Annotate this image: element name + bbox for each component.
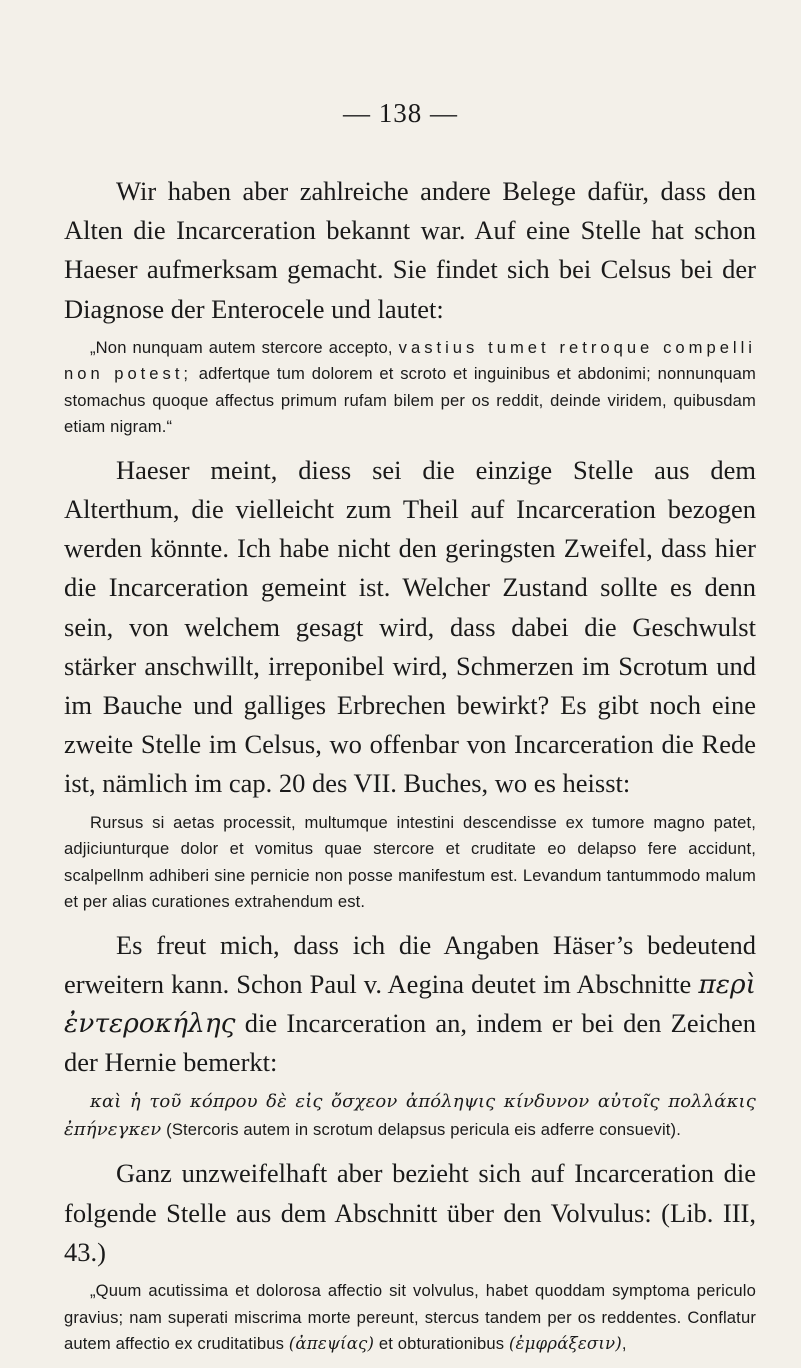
paragraph-3-end: die Incarceration an, indem er bei den Zeichen der Hernie bemerkt: — [64, 1008, 756, 1078]
quote-volvulus — [64, 1278, 756, 1358]
quote-1-end: adfertque tum dolorem et scroto et inguinibus et abdonimi; nonnunquam stomachus quoque affectus primum rufam bilem per os reddit, deinde viridem, quibusdam etiam nigram.“ — [64, 364, 756, 437]
quote-4-start: „Quum acutissima et dolorosa affectio sit volvulus, habet quoddam symptoma periculo gravius; nam superati miscrima morte pereunt, stercus tandem per os reddentes. Conflatur autem affectio ex cruditatibus — [64, 1281, 756, 1354]
paragraph-4: Ganz unzweifelhaft aber bezieht sich auf Incarceration die folgende Stelle aus dem Abschnitt über den Volvulus: (Lib. III, 43.) — [64, 1158, 756, 1267]
paragraph-2: Haeser meint, diess sei die einzige Stelle aus dem Alterthum, die vielleicht zum Theil auf Incarceration bezogen werden könnte. Ich habe nicht den geringsten Zweifel, dass hier die Incarceration gemeint ist. Welcher Zustand sollte es denn sein, von welchem gesagt wird, dass dabei die Geschwulst stärker anschwillt, irreponibel wird, Schmerzen im Scrotum und im Bauche und galliges Erbrechen bewirkt? Es gibt noch eine zweite Stelle im Celsus, wo offenbar von Incarceration die Rede ist, nämlich im cap. 20 des VII. Buches, wo es heisst: — [64, 454, 756, 799]
quote-4-end: , — [621, 1334, 627, 1354]
quote-4-greek-2: (ἐμφράξεσιν) — [508, 1334, 622, 1354]
quote-celsus-2: Rursus si aetas processit, multumque intestini descendisse ex tumore magno patet, adjiciunturque dolor et vomitus quae stercore et cruditate eo delapso fere accidunt, scalpellnm adhiberi sine pernicie non posse manifestum est. Levandum tantummodo malum et per alias curationes extrahendum est. — [64, 812, 756, 912]
paragraph-3 — [64, 926, 756, 1083]
quote-3-latin: (Stercoris autem in scrotum delapsus pericula eis adferre consuevit). — [161, 1120, 681, 1140]
page-body — [64, 172, 756, 1368]
quote-1-spaced-text: vastius tumet retroque compelli non potest; — [64, 337, 756, 384]
quote-paul-aegina — [64, 1088, 756, 1144]
quote-1-start: „Non nunquam autem stercore accepto, — [90, 337, 399, 357]
paragraph-3-greek: περὶ ἐντεροκήλης — [64, 968, 756, 1040]
quote-4-greek-1: (ἀπεψίας) — [288, 1334, 375, 1354]
paragraph-3-start: Es freut mich, dass ich die Angaben Häser’s bedeutend erweitern kann. Schon Paul v. Aegina deutet im Abschnitte — [64, 929, 756, 999]
quote-3-greek: καὶ ἡ τοῦ κόπρου δὲ εἰς ὄσχεον ἀπόληψις κίνδυνον αὐτοῖς πολλάκις ἐπήνεγκεν — [64, 1091, 756, 1141]
paragraph-1: Wir haben aber zahlreiche andere Belege dafür, dass den Alten die Incarceration bekannt war. Auf eine Stelle hat schon Haeser aufmerksam gemacht. Sie findet sich bei Celsus bei der Diagnose der Enterocele und lautet: — [64, 176, 756, 324]
quote-4-mid: et obturationibus — [374, 1334, 509, 1354]
page-number: — 138 — — [343, 98, 458, 128]
quote-celsus-1 — [64, 335, 756, 441]
